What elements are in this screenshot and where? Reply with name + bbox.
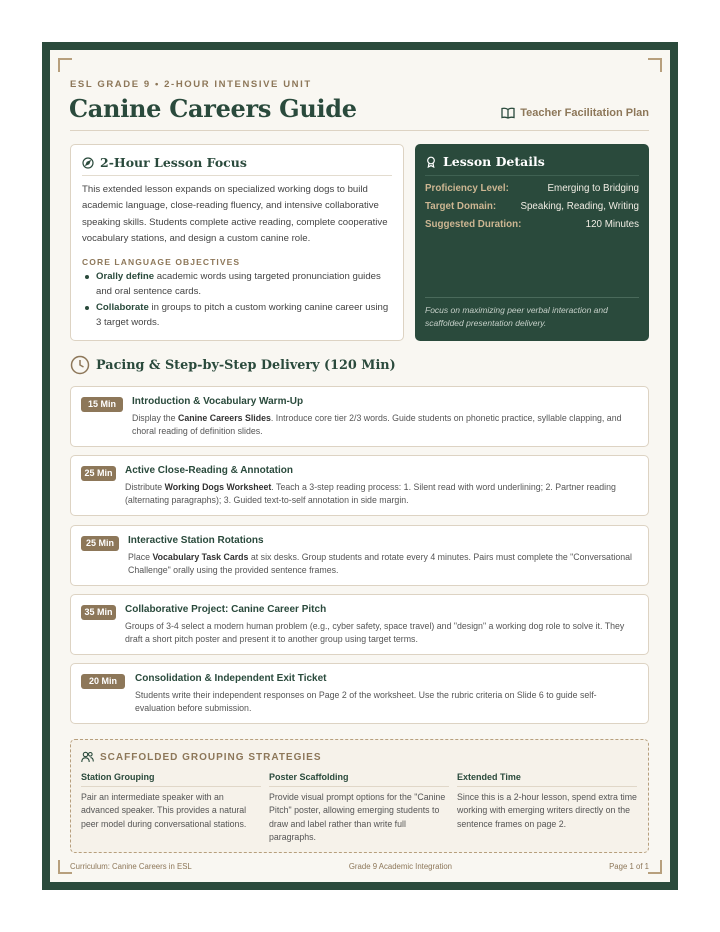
objective-item: Collaborate in groups to pitch a custom working canine career using 3 target words. xyxy=(82,301,392,330)
plan-label-text: Teacher Facilitation Plan xyxy=(520,107,649,119)
grouping-column-title: Station Grouping xyxy=(81,772,261,787)
step-description: Place Vocabulary Task Cards at six desks. Group students and rotate every 4 minutes. Pairs must complete the "Conversational Challenge" orally using the provided sentence frames. xyxy=(128,552,632,576)
lesson-details-header xyxy=(425,154,639,176)
lesson-details-title: Lesson Details xyxy=(443,154,545,169)
pacing-heading xyxy=(70,355,396,375)
grouping-column-text: Pair an intermediate speaker with an advanced speaker. This provides a natural peer model during conversational stations. xyxy=(81,792,247,829)
time-badge: 35 Min xyxy=(81,605,116,620)
pacing-step xyxy=(70,525,649,586)
time-badge: 20 Min xyxy=(81,674,125,689)
title-divider xyxy=(70,130,649,131)
time-badge: 15 Min xyxy=(81,397,123,412)
page-title: Canine Careers Guide xyxy=(69,94,357,123)
compass-icon xyxy=(82,157,94,169)
corner-mark xyxy=(648,58,662,72)
step-description: Groups of 3-4 select a modern human problem (e.g., cyber safety, space travel) and "design" a working dog role to solve it. They draft a short pitch poster and present it to another group using target terms. xyxy=(125,621,625,645)
step-title: Consolidation & Independent Exit Ticket xyxy=(135,673,327,684)
lesson-details-card xyxy=(415,144,649,341)
pacing-step xyxy=(70,455,649,516)
grouping-column xyxy=(457,772,637,831)
lesson-focus-body: This extended lesson expands on specialized working dogs to build academic language, close-reading fluency, and intensive collaborative speaking skills. Students complete active reading, complete cooperative vocabulary stations, and design a custom canine role. xyxy=(82,184,388,244)
time-badge: 25 Min xyxy=(81,466,116,481)
step-description: Display the Canine Careers Slides. Introduce core tier 2/3 words. Guide students on phonetic practice, syllable clapping, and choral reading of definition slides. xyxy=(132,413,622,437)
grouping-heading xyxy=(81,751,322,763)
lesson-focus-title: 2-Hour Lesson Focus xyxy=(100,155,247,170)
grouping-strategies-box xyxy=(70,739,649,853)
step-title: Active Close-Reading & Annotation xyxy=(125,465,293,476)
grouping-column-title: Extended Time xyxy=(457,772,637,787)
pacing-step xyxy=(70,663,649,724)
pacing-title: Pacing & Step-by-Step Delivery (120 Min) xyxy=(96,357,396,373)
corner-mark xyxy=(58,58,72,72)
grouping-column xyxy=(269,772,449,845)
lesson-focus-header xyxy=(82,155,392,176)
grouping-title: SCAFFOLDED GROUPING STRATEGIES xyxy=(100,751,322,763)
award-icon xyxy=(425,156,437,168)
step-description: Students write their independent responses on Page 2 of the worksheet. Use the rubric criteria on Slide 6 to guide self-evaluation before submission. xyxy=(135,690,597,714)
objective-item: Orally define academic words using targeted pronunciation guides and oral sentence cards. xyxy=(82,270,392,299)
details-note: Focus on maximizing peer verbal interaction and scaffolded presentation delivery. xyxy=(425,297,639,330)
grouping-column-text: Provide visual prompt options for the "Canine Pitch" poster, allowing emerging students to draw and label rather than write full paragraphs. xyxy=(269,792,446,843)
book-icon xyxy=(501,107,515,119)
objectives-list xyxy=(82,270,392,330)
lesson-focus-card xyxy=(70,144,404,341)
plan-label xyxy=(501,107,649,119)
pacing-step xyxy=(70,594,649,655)
step-title: Introduction & Vocabulary Warm-Up xyxy=(132,396,304,407)
grouping-column-title: Poster Scaffolding xyxy=(269,772,449,787)
footer-curriculum: Curriculum: Canine Careers in ESL xyxy=(70,862,192,871)
footer-grade: Grade 9 Academic Integration xyxy=(348,862,453,871)
document-page xyxy=(50,50,670,882)
corner-mark xyxy=(648,860,662,874)
time-badge: 25 Min xyxy=(81,536,119,551)
detail-row-domain: Target Domain: Speaking, Reading, Writing xyxy=(425,201,639,212)
grouping-column-text: Since this is a 2-hour lesson, spend extra time working with emerging writers directly on the sentence frames on page 2. xyxy=(457,792,637,829)
detail-row-proficiency: Proficiency Level: Emerging to Bridging xyxy=(425,183,639,194)
grouping-column xyxy=(81,772,261,831)
footer-page-number: Page 1 of 1 xyxy=(609,862,649,871)
page-footer xyxy=(70,862,649,871)
objectives-heading: CORE LANGUAGE OBJECTIVES xyxy=(82,257,241,268)
unit-eyebrow: ESL GRADE 9 • 2-HOUR INTENSIVE UNIT xyxy=(70,79,312,90)
detail-row-duration: Suggested Duration: 120 Minutes xyxy=(425,219,639,230)
step-title: Collaborative Project: Canine Career Pitch xyxy=(125,604,327,615)
clock-icon xyxy=(70,355,90,375)
step-description: Distribute Working Dogs Worksheet. Teach a 3-step reading process: 1. Silent read with word underlining; 2. Partner reading (alternating paragraphs); 3. Guided text-to-self annotation in side margin. xyxy=(125,482,616,506)
users-icon xyxy=(81,751,94,763)
step-title: Interactive Station Rotations xyxy=(128,535,264,546)
pacing-step xyxy=(70,386,649,447)
